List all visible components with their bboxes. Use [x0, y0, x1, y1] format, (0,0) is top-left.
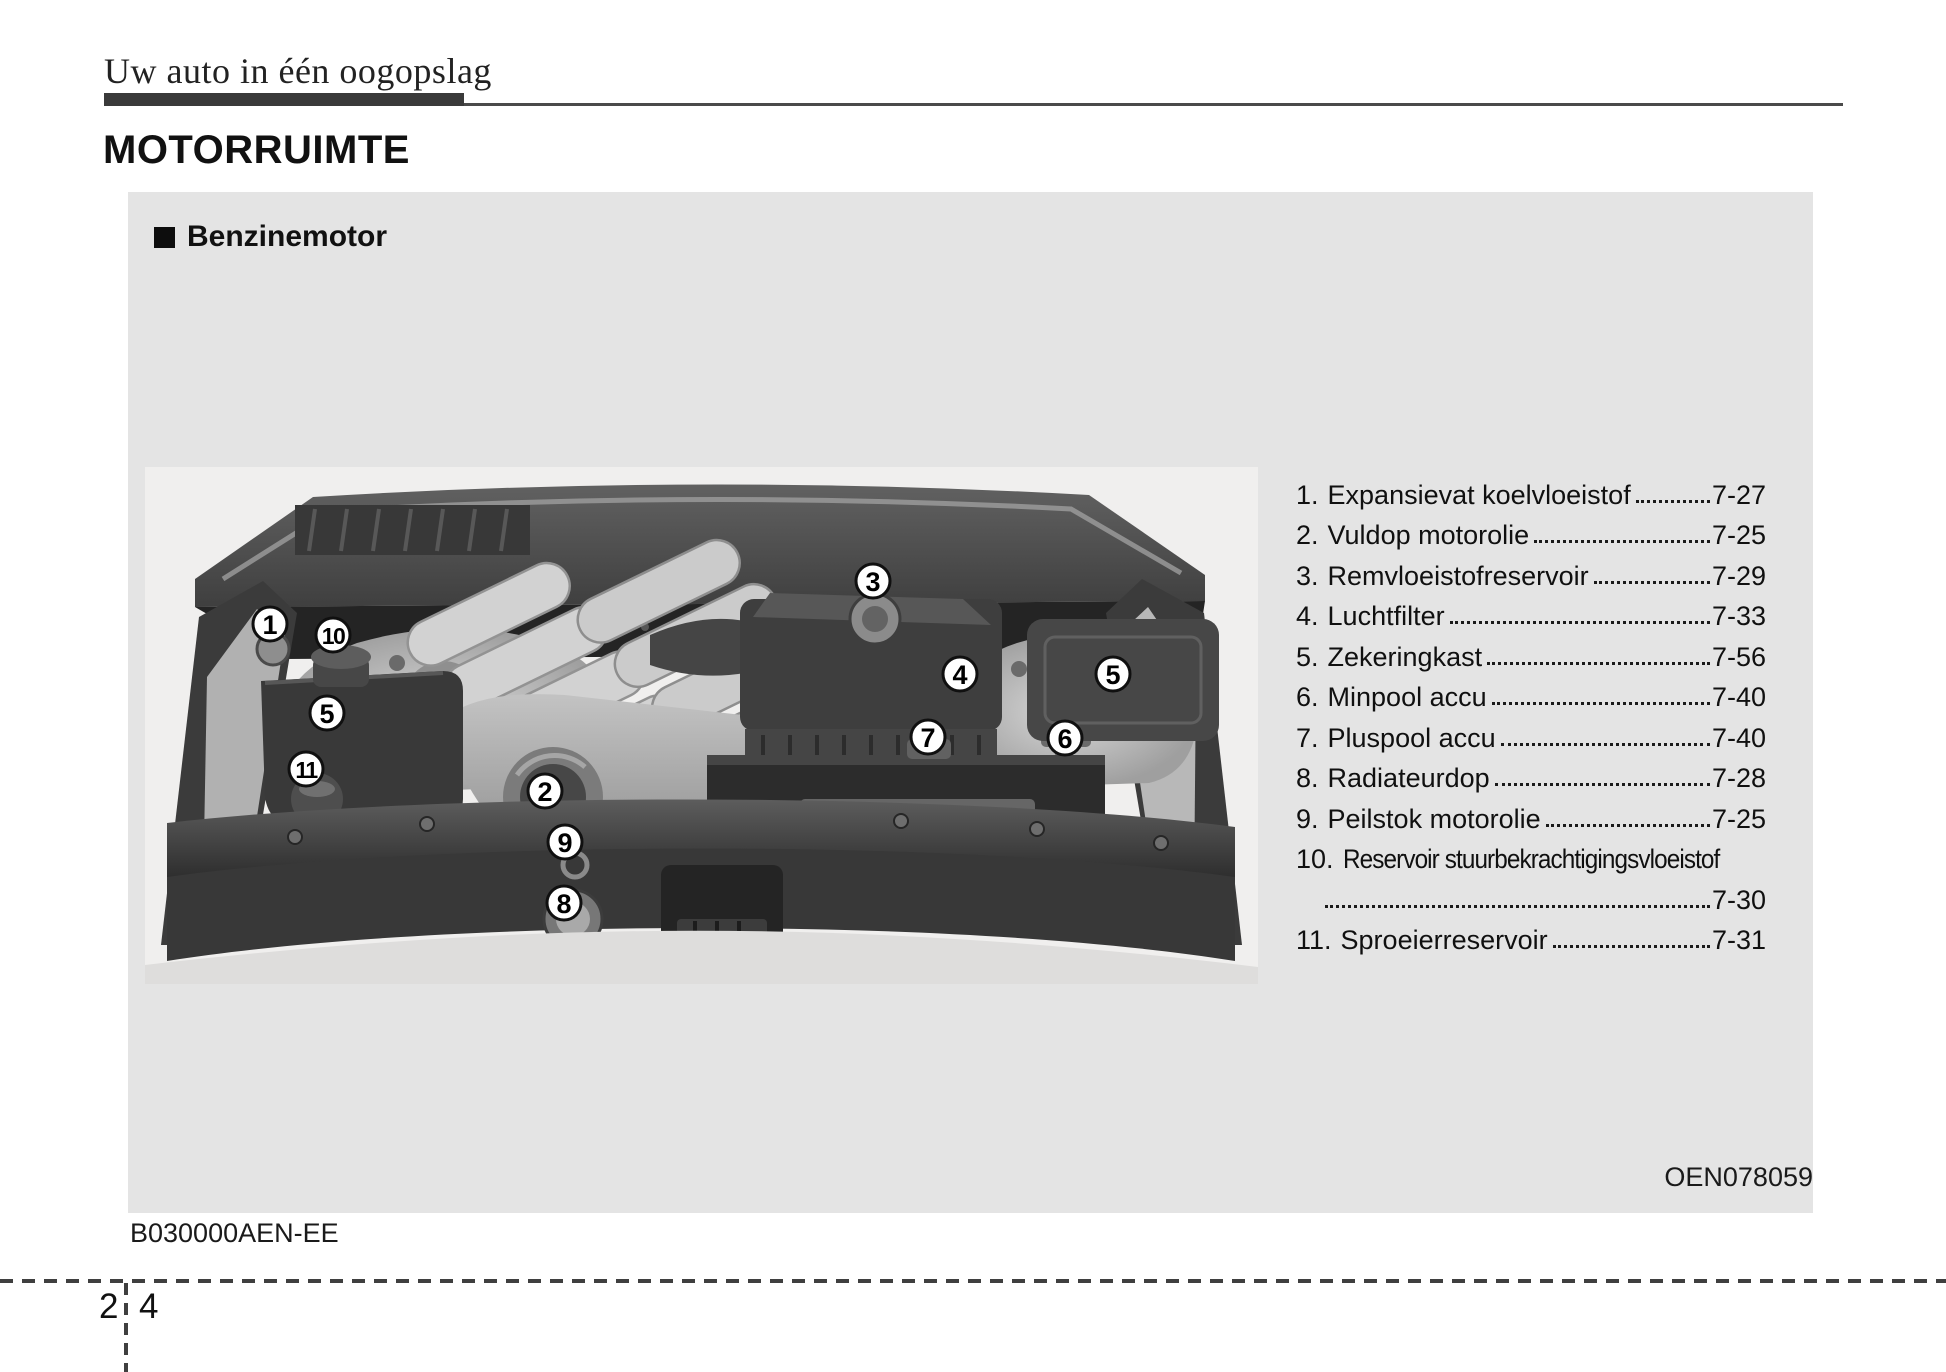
item-label: Reservoir stuurbekrachtigingsvloeistof: [1342, 844, 1719, 874]
dot-leader: [1495, 783, 1710, 786]
dot-leader: [1534, 540, 1710, 543]
chapter-number: 2: [99, 1287, 119, 1326]
parts-list-item: [1296, 592, 1766, 633]
item-label: Remvloeistofreservoir: [1327, 560, 1589, 591]
callout-badge-6: [1048, 721, 1082, 755]
callout-badge-11: [289, 752, 323, 786]
item-number: 4.: [1296, 601, 1319, 631]
title-underline-bar: [104, 93, 464, 106]
item-page-ref: 7-28: [1711, 763, 1766, 793]
item-number: 7.: [1296, 722, 1319, 753]
parts-list-item: [1296, 754, 1766, 795]
callout-badge-9: [548, 825, 582, 859]
engine-variant-text: Benzinemotor: [187, 220, 388, 253]
item-page-ref: 7-33: [1711, 601, 1766, 631]
parts-list-item: [1296, 673, 1766, 714]
dot-leader: [1450, 621, 1710, 624]
dot-leader: [1546, 824, 1710, 827]
callout-badge-2: [528, 774, 562, 808]
svg-text:1: 1: [262, 610, 278, 640]
item-number: 11.: [1296, 925, 1332, 955]
item-label: Sproeierreservoir: [1340, 925, 1548, 955]
callout-badge-8: [547, 886, 581, 920]
parts-list-item-continuation: [1296, 875, 1766, 916]
item-page-ref: 7-30: [1711, 884, 1766, 915]
dot-leader: [1501, 743, 1710, 746]
svg-text:8: 8: [556, 889, 572, 919]
parts-list-item: [1296, 835, 1766, 876]
parts-list-item: [1296, 713, 1766, 754]
part-code: B030000AEN-EE: [130, 1218, 339, 1248]
svg-text:11: 11: [295, 757, 317, 783]
dot-leader: [1325, 905, 1710, 908]
item-number: 9.: [1296, 803, 1319, 834]
item-page-ref: 7-25: [1711, 803, 1766, 834]
callout-badge-5: [1096, 657, 1130, 691]
item-page-ref: 7-56: [1711, 641, 1766, 672]
footer-page-divider: [124, 1283, 128, 1372]
callout-badge-10: [316, 618, 350, 652]
item-label: Peilstok motorolie: [1327, 803, 1541, 834]
callout-badge-3: [856, 564, 890, 598]
svg-text:9: 9: [557, 828, 573, 858]
svg-text:2: 2: [537, 777, 553, 807]
engine-variant-label: [154, 220, 387, 254]
svg-text:7: 7: [920, 723, 936, 753]
content-panel: [128, 192, 1813, 1213]
item-page-ref: 7-25: [1711, 520, 1766, 550]
item-label: Vuldop motorolie: [1327, 520, 1530, 550]
item-number: 1.: [1296, 479, 1319, 510]
parts-list-item: [1296, 916, 1766, 957]
callout-badge-5: [310, 696, 344, 730]
item-label: Luchtfilter: [1327, 601, 1445, 631]
callout-badge-7: [911, 720, 945, 754]
item-page-ref: 7-29: [1711, 560, 1766, 591]
book-title: Uw auto in één oogopslag: [104, 51, 492, 91]
parts-list-item: [1296, 551, 1766, 592]
svg-text:3: 3: [865, 567, 881, 597]
dot-leader: [1492, 702, 1710, 705]
dot-leader: [1636, 500, 1710, 503]
parts-list-item: [1296, 511, 1766, 552]
parts-list-item: [1296, 794, 1766, 835]
dot-leader: [1594, 581, 1710, 584]
title-rule-line: [464, 103, 1843, 106]
callout-badge-1: [253, 607, 287, 641]
item-number: 3.: [1296, 560, 1319, 591]
svg-text:5: 5: [1105, 660, 1121, 690]
callout-badge-4: [943, 657, 977, 691]
figure-code: OEN078059: [1664, 1162, 1813, 1192]
svg-text:5: 5: [319, 699, 335, 729]
item-label: Minpool accu: [1327, 682, 1487, 712]
parts-list-item: [1296, 470, 1766, 511]
svg-text:4: 4: [952, 660, 968, 690]
item-number: 5.: [1296, 641, 1319, 672]
item-page-ref: 7-27: [1711, 479, 1766, 510]
item-number: 8.: [1296, 763, 1319, 793]
dot-leader: [1487, 662, 1710, 665]
item-page-ref: 7-31: [1711, 925, 1766, 955]
parts-list-item: [1296, 632, 1766, 673]
item-number: 2.: [1296, 520, 1319, 550]
page-number: 4: [139, 1287, 159, 1326]
item-number: 6.: [1296, 682, 1319, 712]
item-label: Radiateurdop: [1327, 763, 1490, 793]
item-label: Expansievat koelvloeistof: [1327, 479, 1631, 510]
svg-text:6: 6: [1057, 724, 1073, 754]
svg-text:10: 10: [321, 623, 345, 649]
item-label: Pluspool accu: [1327, 722, 1496, 753]
item-page-ref: 7-40: [1711, 722, 1766, 753]
item-label: Zekeringkast: [1327, 641, 1483, 672]
footer-dashed-line: [0, 1279, 1946, 1283]
square-bullet-icon: [154, 227, 175, 248]
item-number: 10.: [1296, 844, 1334, 874]
parts-list: [1296, 470, 1766, 956]
dot-leader: [1553, 945, 1710, 948]
page-title: MOTORRUIMTE: [103, 128, 410, 172]
engine-bay-illustration: [145, 467, 1258, 984]
item-page-ref: 7-40: [1711, 682, 1766, 712]
